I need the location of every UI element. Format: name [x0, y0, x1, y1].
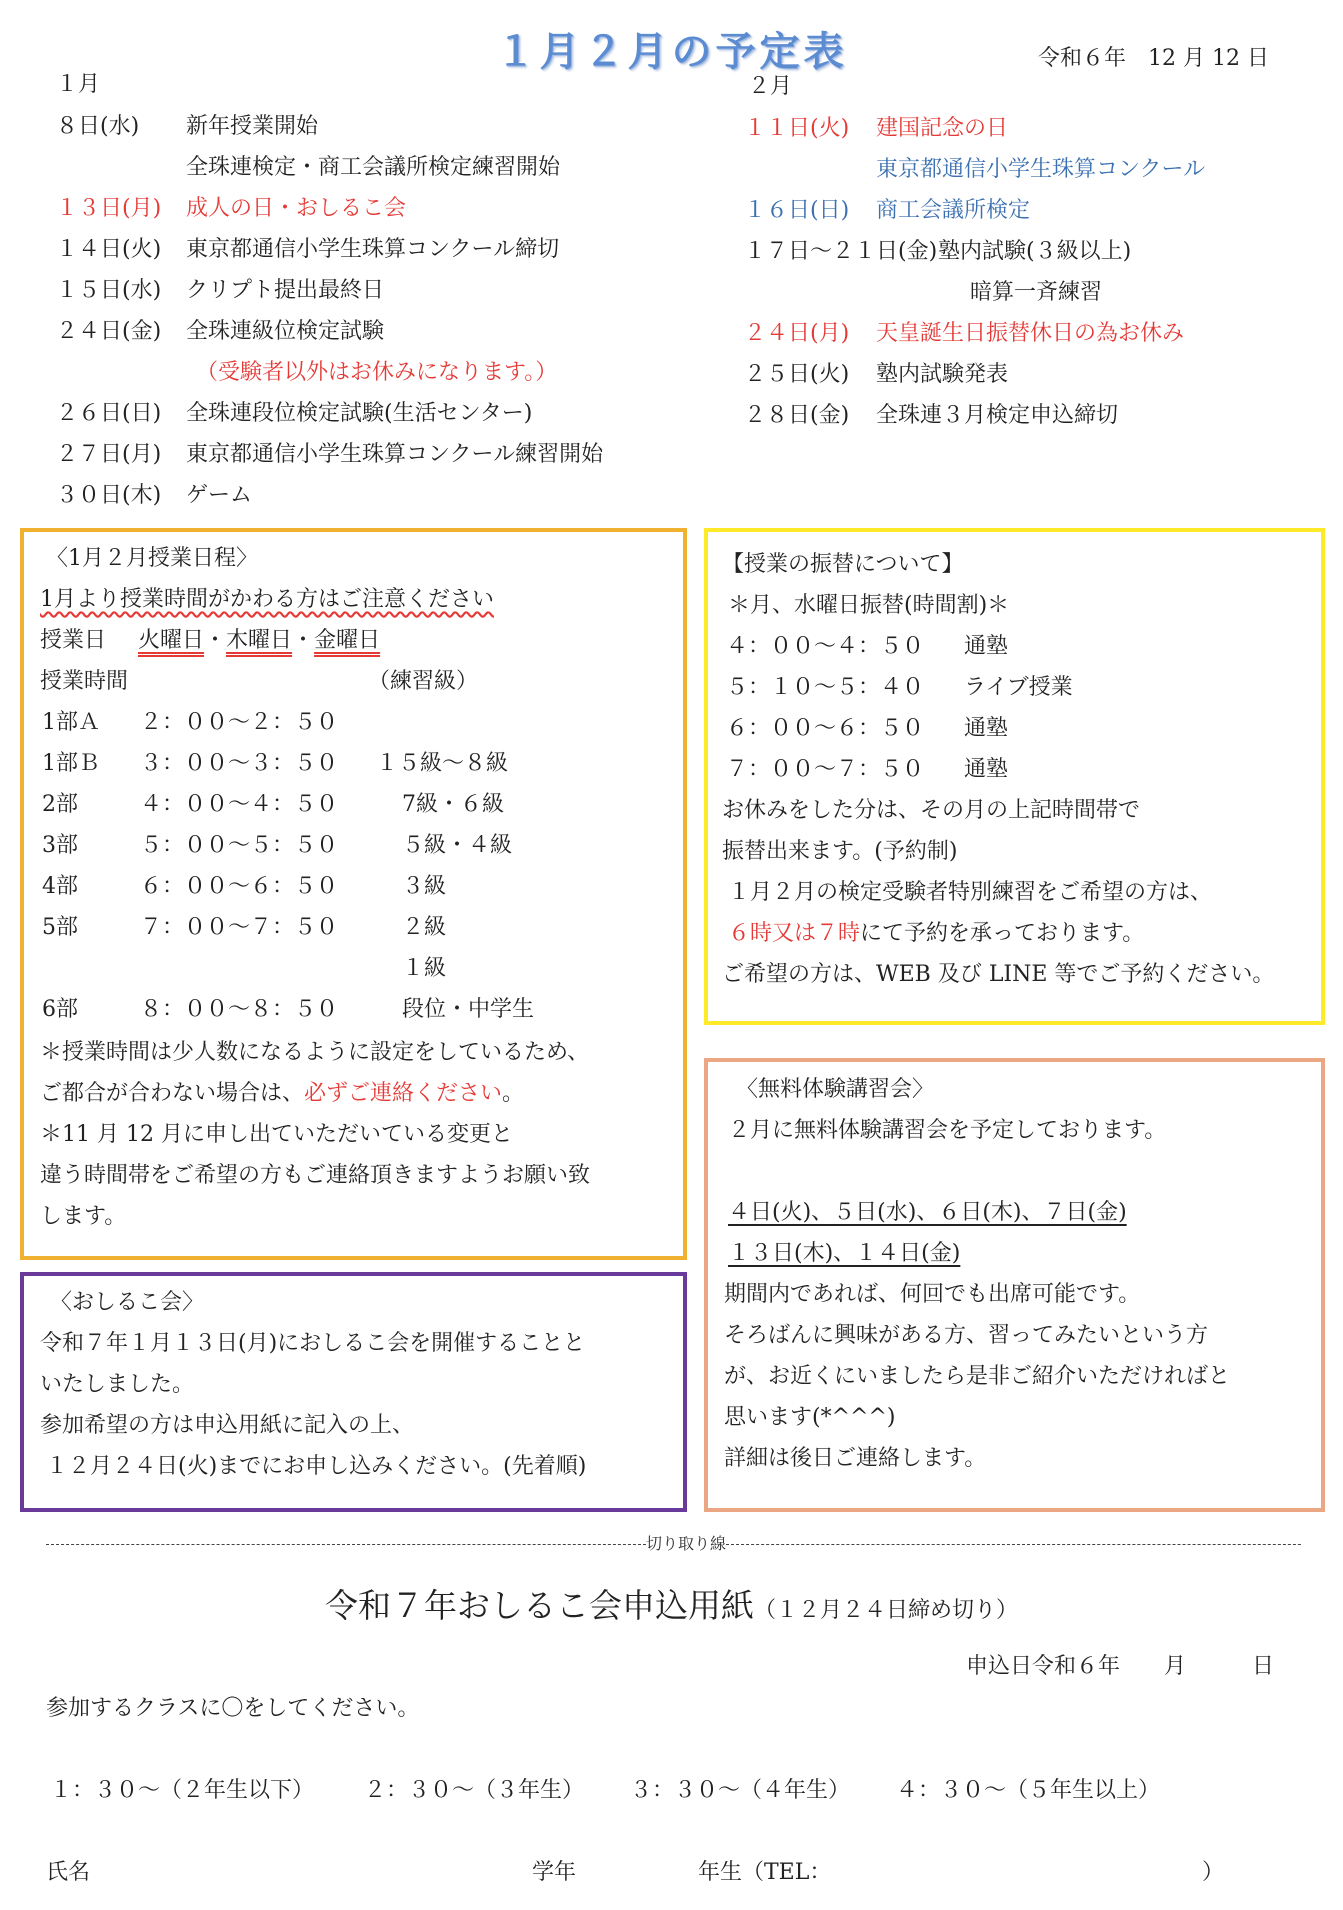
note-emphasis: 必ずご連絡ください: [304, 1081, 503, 1106]
year-tel-label: 年生（TEL：: [698, 1860, 832, 1885]
jan-item-day: ２６日(日): [56, 401, 162, 426]
feb-item-day: １７日～２１日(金): [744, 239, 938, 264]
feb-item-day: ２４日(月): [744, 321, 850, 346]
jan-item-day: １５日(水): [56, 278, 162, 303]
jan-item-text: 東京都通信小学生珠算コンクール締切: [186, 237, 560, 262]
trial-heading: 〈無料体験講習会〉: [736, 1077, 935, 1102]
form-instruction: 参加するクラスに〇をしてください。: [46, 1696, 420, 1721]
schedule-note-4: 違う時間帯をご希望の方もご連絡頂きますようお願い致: [40, 1163, 591, 1188]
schedule-heading: 〈1月２月授業日程〉: [46, 546, 258, 571]
class-time-label: 授業時間: [40, 669, 129, 694]
jan-item-day: ３０日(木): [56, 483, 162, 508]
schedule-note-1: ＊授業時間は少人数になるように設定をしているため、: [40, 1040, 590, 1065]
makeup-type: 通塾: [964, 716, 1009, 741]
feb-item-text: 全珠連３月検定申込締切: [876, 403, 1119, 428]
apply-date: 申込日令和６年 月 日: [966, 1654, 1275, 1679]
jan-item-day: ８日(水): [56, 114, 140, 139]
jan-item-text: 全珠連段位検定試験(生活センター): [186, 401, 533, 426]
schedule-notice: 1月より授業時間がかわる方はご注意ください: [40, 587, 494, 612]
class-part: 2部: [42, 792, 78, 817]
page-title: １月２月の予定表: [495, 29, 848, 75]
jan-item-text: 全珠連級位検定試験: [186, 319, 385, 344]
class-option-2[interactable]: ２：３０～（３年生）: [364, 1778, 585, 1803]
makeup-line-5: ご希望の方は、WEB 及び LINE 等でご予約ください。: [722, 962, 1275, 987]
makeup-text: にて予約を承っております。: [860, 921, 1145, 946]
jan-item-text: ゲーム: [186, 483, 253, 508]
feb-item-day: １６日(日): [744, 198, 850, 223]
jan-heading: １月: [56, 72, 101, 97]
class-part: 6部: [42, 997, 78, 1022]
class-part: 1部Ｂ: [42, 751, 100, 776]
jan-item-text: 成人の日・おしるこ会: [186, 196, 407, 221]
class-grade: ３級: [402, 874, 447, 899]
oshiruko-line-3: 参加希望の方は申込用紙に記入の上、: [40, 1413, 415, 1438]
class-grade: 7級・６級: [402, 792, 504, 817]
class-days-label: 授業日: [40, 628, 107, 653]
class-time: ６：００～６：５０: [140, 874, 339, 899]
jan-item-day: ２７日(月): [56, 442, 162, 467]
feb-item-text: 商工会議所検定: [876, 198, 1031, 223]
practice-grade-label: （練習級）: [368, 669, 479, 694]
cut-line-label: 切り取り線: [646, 1534, 727, 1553]
grade-label: 学年: [532, 1860, 577, 1885]
feb-item-day: ２８日(金): [744, 403, 850, 428]
jan-item-day: １４日(火): [56, 237, 162, 262]
trial-dates-2: １３日(木)、１４日(金): [728, 1241, 961, 1266]
class-option-4[interactable]: ４：３０～（５年生以上）: [896, 1778, 1161, 1803]
feb-item-text: 暗算一斉練習: [970, 280, 1103, 305]
class-day-tue: 火曜日: [138, 628, 205, 653]
class-grade: 段位・中学生: [402, 997, 535, 1022]
makeup-subheading: ＊月、水曜日振替(時間割)＊: [728, 593, 1010, 618]
class-grade: ２級: [402, 915, 447, 940]
makeup-line-3: １月２月の検定受験者特別練習をご希望の方は、: [728, 880, 1213, 905]
class-part: 5部: [42, 915, 78, 940]
cut-line: [46, 1534, 1301, 1554]
jan-item-text: 新年授業開始: [186, 114, 319, 139]
form-title-text: 令和７年おしるこ会申込用紙: [324, 1586, 754, 1625]
jan-item-day: ２４日(金): [56, 319, 162, 344]
makeup-line-4: [728, 919, 1144, 949]
feb-item-day: １１日(火): [744, 116, 850, 141]
oshiruko-line-2: いたしました。: [40, 1372, 195, 1397]
jan-item-text: （受験者以外はお休みになります。）: [196, 360, 558, 385]
class-time: ２：００～２：５０: [140, 710, 339, 735]
class-days: [138, 626, 380, 656]
class-day-sep: ・: [292, 628, 315, 653]
feb-item-text: 天皇誕生日振替休日の為お休み: [876, 321, 1185, 346]
trial-line-3: そろばんに興味がある方、習ってみたいという方: [724, 1323, 1209, 1348]
feb-item-text: 塾内試験(３級以上): [938, 239, 1132, 264]
oshiruko-line-1: 令和７年１月１３日(月)におしるこ会を開催することと: [40, 1331, 586, 1356]
trial-line-6: 詳細は後日ご連絡します。: [724, 1446, 987, 1471]
form-title: [0, 1584, 1343, 1633]
class-option-3[interactable]: ３：３０～（４年生）: [630, 1778, 851, 1803]
class-time: ７：００～７：５０: [140, 915, 339, 940]
jan-item-text: クリプト提出最終日: [186, 278, 385, 303]
schedule-note-5: します。: [40, 1204, 127, 1229]
cut-dash-left: [46, 1544, 646, 1545]
makeup-time: ５：１０～５：４０: [726, 675, 925, 700]
makeup-time: ６：００～６：５０: [726, 716, 925, 741]
class-day-fri: 金曜日: [314, 628, 381, 653]
tel-close-paren: ）: [1202, 1860, 1225, 1885]
oshiruko-line-4: １２月２４日(火)までにお申し込みください。(先着順): [46, 1454, 587, 1479]
issue-date: 令和６年 12 月 12 日: [1038, 46, 1269, 71]
name-label: 氏名: [46, 1860, 91, 1885]
makeup-line-1: お休みをした分は、その月の上記時間帯で: [722, 798, 1141, 823]
class-part: 1部Ａ: [42, 710, 100, 735]
class-part: 4部: [42, 874, 78, 899]
jan-item-text: 東京都通信小学生珠算コンクール練習開始: [186, 442, 604, 467]
feb-heading: ２月: [748, 74, 793, 99]
makeup-emphasis: ６時又は７時: [728, 921, 861, 946]
class-time: ３：００～３：５０: [140, 751, 339, 776]
class-time: ５：００～５：５０: [140, 833, 339, 858]
class-option-1[interactable]: １：３０～（２年生以下）: [50, 1778, 315, 1803]
cut-dash-right: [726, 1544, 1301, 1545]
jan-item-day: １３日(月): [56, 196, 162, 221]
makeup-time: ７：００～７：５０: [726, 757, 925, 782]
feb-item-day: ２５日(火): [744, 362, 850, 387]
note-text: 。: [502, 1081, 525, 1106]
makeup-time: ４：００～４：５０: [726, 634, 925, 659]
feb-item-text: 建国記念の日: [876, 116, 1009, 141]
class-grade: ５級・４級: [402, 833, 513, 858]
class-time: ４：００～４：５０: [140, 792, 339, 817]
class-day-thu: 木曜日: [226, 628, 293, 653]
trial-line-4: が、お近くにいましたら是非ご紹介いただければと: [724, 1364, 1231, 1389]
jan-item-text: 全珠連検定・商工会議所検定練習開始: [186, 155, 561, 180]
trial-line-2: 期間内であれば、何回でも出席可能です。: [724, 1282, 1141, 1307]
schedule-note-2: [40, 1079, 524, 1109]
class-grade: １５級～８級: [376, 751, 509, 776]
oshiruko-heading: 〈おしるこ会〉: [50, 1290, 205, 1315]
trial-line-5: 思います(*^^^): [724, 1405, 896, 1430]
trial-dates-1: ４日(火)、５日(水)、６日(木)、７日(金): [728, 1200, 1127, 1225]
class-grade: １級: [402, 956, 447, 981]
trial-line-1: ２月に無料体験講習会を予定しております。: [728, 1118, 1167, 1143]
form-deadline: （１２月２４日締め切り）: [753, 1598, 1018, 1623]
makeup-heading: 【授業の振替について】: [722, 552, 964, 577]
makeup-type: 通塾: [964, 757, 1009, 782]
makeup-line-2: 振替出来ます。(予約制): [722, 839, 958, 864]
makeup-type: 通塾: [964, 634, 1009, 659]
class-part: 3部: [42, 833, 78, 858]
note-text: ご都合が合わない場合は、: [40, 1081, 305, 1106]
feb-item-text: 東京都通信小学生珠算コンクール: [876, 157, 1206, 182]
schedule-note-3: ＊11 月 12 月に申し出ていただいている変更と: [40, 1122, 513, 1147]
makeup-type: ライブ授業: [964, 675, 1073, 700]
class-time: ８：００～８：５０: [140, 997, 339, 1022]
feb-item-text: 塾内試験発表: [876, 362, 1009, 387]
class-day-sep: ・: [204, 628, 227, 653]
